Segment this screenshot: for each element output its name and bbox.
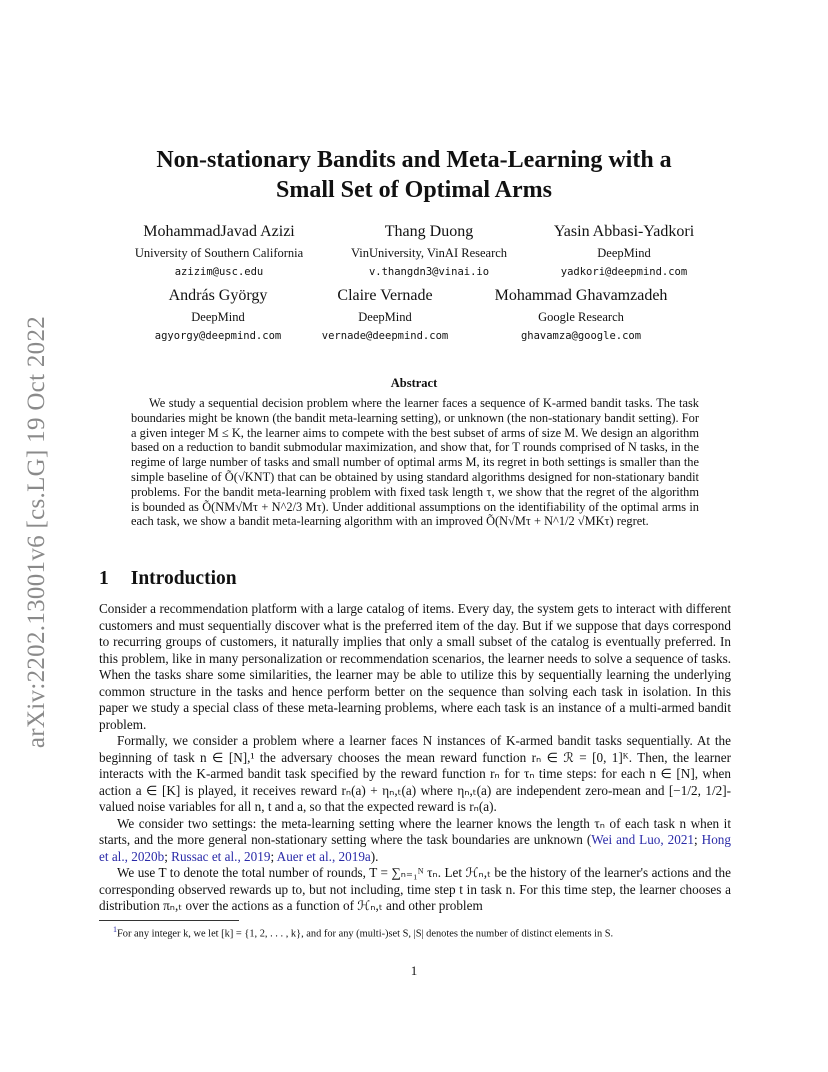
paper-title bbox=[100, 145, 728, 205]
author-email[interactable]: agyorgy@deepmind.com bbox=[154, 330, 282, 342]
paragraph: Consider a recommendation platform with a large catalog of items. Every day, the system gets to interact with different customers and must sequentially discover what is the preferred item of the day. But if we suppose that days correspond to recurring groups of customers, it naturally implies that only a small subset of the catalog is eventually preferred. In this problem, like in many personalization or recommendation scenarios, the learner needs to solve a sequence of tasks. When the tasks share some similarities, the learner may be able to utilize this by sequentially learning the underlying common structure in the tasks and hence perform better on the sequence than solving each task in isolation. In this paper we study a special class of these meta-learning problems, where each task is an instance of a multi-armed bandit problem. bbox=[99, 601, 731, 732]
section-heading bbox=[99, 568, 237, 590]
author-affiliation: University of Southern California bbox=[134, 246, 304, 260]
author-email[interactable]: v.thangdn3@vinai.io bbox=[368, 266, 490, 278]
author-block bbox=[351, 222, 507, 280]
author-block bbox=[495, 286, 668, 344]
author-email[interactable]: ghavamza@google.com bbox=[520, 330, 642, 342]
page-number: 1 bbox=[410, 963, 418, 978]
title-line-2: Small Set of Optimal Arms bbox=[276, 177, 552, 203]
arxiv-identifier: arXiv:2202.13001v6 [cs.LG] 19 Oct 2022 bbox=[23, 315, 50, 749]
author-block bbox=[554, 222, 694, 280]
author-affiliation: DeepMind bbox=[597, 246, 651, 260]
footnote-text: For any integer k, we let [k] = {1, 2, . . . , k}, and for any (multi-)set S, |S| denotes the number of distinct elements in S. bbox=[117, 928, 614, 940]
author-email[interactable]: vernade@deepmind.com bbox=[321, 330, 449, 342]
section-number: 1 bbox=[99, 568, 109, 589]
citation-link[interactable]: Wei and Luo, 2021 bbox=[591, 832, 695, 847]
author-email[interactable]: azizim@usc.edu bbox=[174, 266, 264, 278]
paragraph: Formally, we consider a problem where a learner faces N instances of K-armed bandit tasks sequentially. At the beginning of task n ∈ [N],¹ the adversary chooses the mean reward function rₙ ∈ ℛ = [0, 1]ᴷ. Then, the learner interacts with the K-armed bandit task specified by the reward function rₙ for τₙ time steps: for each n ∈ [N], when action a ∈ [K] is played, it receives reward rₙ(a) + ηₙ,ₜ(a) where ηₙ,ₜ(a) are independent zero-mean and [−1/2, 1/2]-valued noise variables for all n, t and a, so that the expected reward is rₙ(a). bbox=[99, 733, 731, 814]
footnote-mark[interactable]: 1 bbox=[113, 925, 117, 934]
author-block bbox=[155, 286, 281, 344]
abstract-text: We study a sequential decision problem where the learner faces a sequence of K-armed bandit tasks. The task boundaries might be known (the bandit meta-learning setting), or unknown (the non-stationary bandit setting). For a given integer M ≤ K, the learner aims to compete with the best subset of arms of size M. We design an algorithm based on a reduction to bandit submodular maximization, and show that, for T rounds comprised of N tasks, in the regime of large number of tasks and small number of optimal arms M, its regret in both settings is smaller than the simple baseline of Õ(√KNT) that can be obtained by using standard algorithms designed for non-stationary bandit problems. For the bandit meta-learning problem with fixed task length τ, we show that the regret of the algorithm is bounded as Õ(NM√Mτ + N^2/3 Mτ). Under additional assumptions on the identifiability of the optimal arms in each task, we show a bandit meta-learning algorithm with an improved Õ(N√Mτ + N^1/2 √MKτ) regret. bbox=[131, 396, 699, 529]
author-name: MohammadJavad Azizi bbox=[143, 223, 295, 240]
citation-link[interactable]: Russac et al., 2019 bbox=[171, 848, 271, 864]
paragraph-text: We consider two settings: the meta-learning setting where the learner knows the length τₙ of each task n when it starts, and the more general non-stationary setting where the task boundaries are unknown ( bbox=[99, 815, 731, 847]
author-block bbox=[322, 286, 448, 344]
paragraph-with-citations: We consider two settings: the meta-learning setting where the learner knows the length τₙ of each task n when it starts, and the more general non-stationary setting where the task boundaries are unknown (Wei and Luo, 2021; Hong et al., 2020b; Russac et al., 2019; Auer et al., 2019a). bbox=[99, 815, 731, 864]
footnote-divider bbox=[99, 920, 239, 921]
citation-link[interactable]: Auer et al., 2019a bbox=[276, 848, 371, 864]
intro-body bbox=[99, 601, 731, 915]
author-affiliation: DeepMind bbox=[358, 310, 412, 324]
abstract-heading: Abstract bbox=[390, 376, 438, 390]
author-affiliation: DeepMind bbox=[191, 310, 245, 324]
author-name: Claire Vernade bbox=[337, 287, 433, 304]
author-affiliation: Google Research bbox=[538, 310, 624, 324]
author-name: Mohammad Ghavamzadeh bbox=[494, 287, 668, 304]
abstract-body bbox=[131, 396, 699, 529]
author-name: Thang Duong bbox=[384, 223, 474, 240]
author-name: Yasin Abbasi-Yadkori bbox=[553, 223, 695, 240]
author-affiliation: VinUniversity, VinAI Research bbox=[350, 246, 508, 260]
section-title: Introduction bbox=[130, 568, 237, 589]
title-line-1: Non-stationary Bandits and Meta-Learning with a bbox=[156, 147, 672, 173]
paragraph: We use T to denote the total number of rounds, T = ∑ₙ₌₁ᴺ τₙ. Let ℋₙ,ₜ be the history of the learner's actions and the corresponding observed rewards up to, but not including, time step t in task n. For this time step, the learner chooses a distribution πₙ,ₜ over the actions as a function of ℋₙ,ₜ and other problem bbox=[99, 865, 731, 913]
footnote bbox=[113, 923, 731, 941]
citation-link[interactable]: Hong et al., 2020b bbox=[99, 832, 731, 864]
author-block bbox=[135, 222, 303, 280]
author-email[interactable]: yadkori@deepmind.com bbox=[560, 266, 688, 278]
author-name: András György bbox=[168, 287, 268, 304]
